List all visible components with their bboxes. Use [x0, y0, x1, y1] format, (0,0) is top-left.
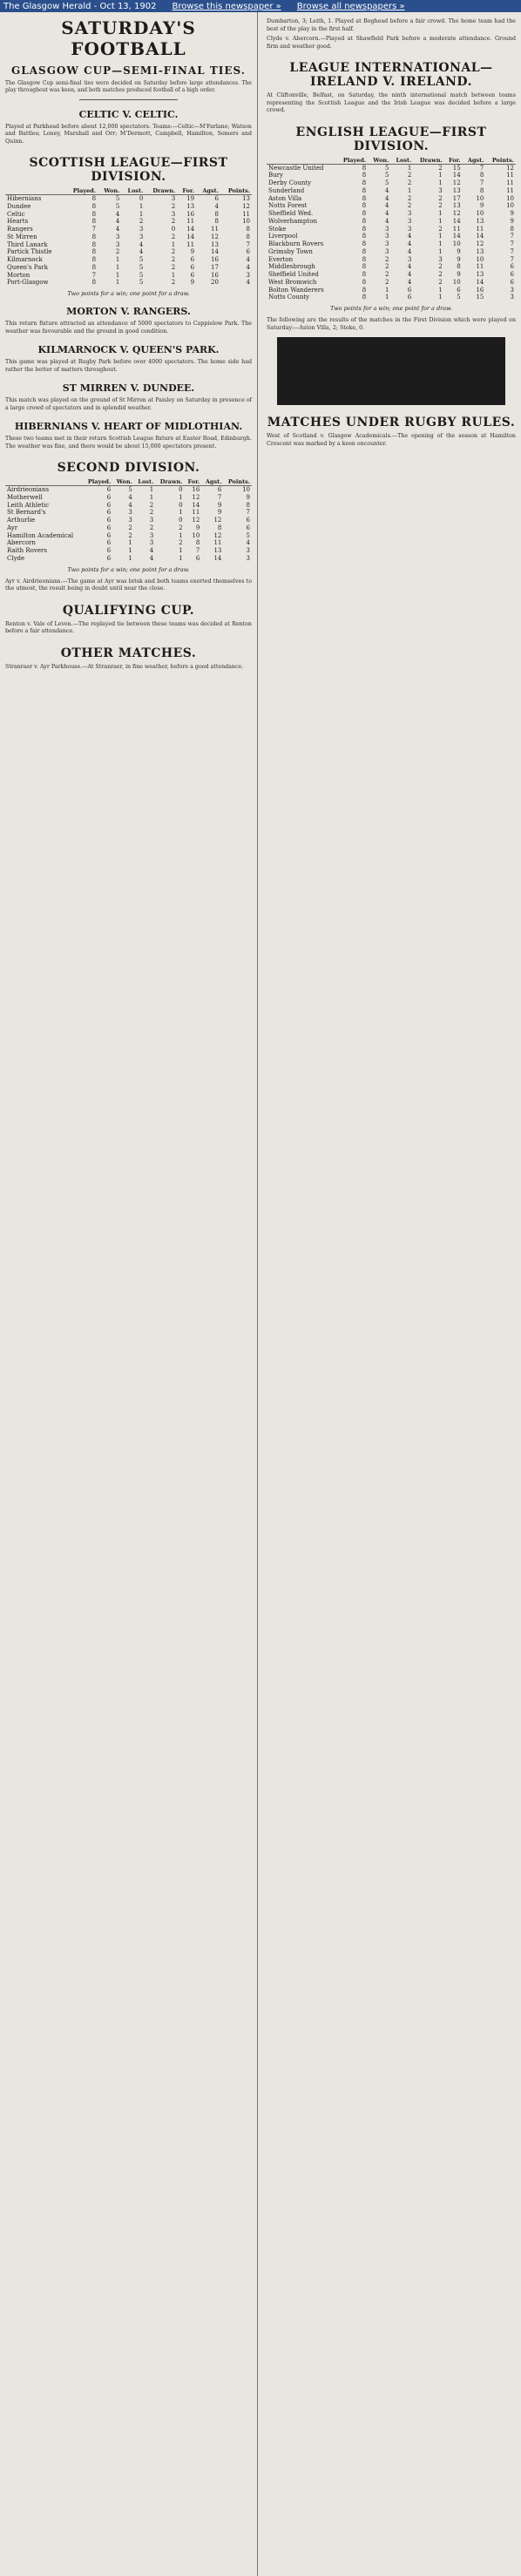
table-row: Third Lanark 8 3 4 1 11 13 7: [7, 240, 250, 248]
morton-heading: MORTON V. RANGERS.: [66, 306, 191, 318]
right-column: [261, 12, 521, 2576]
browse-newspaper-link[interactable]: Browse this newspaper »: [172, 1, 281, 11]
article-text: Dumbarton, 3; Leith, 1. Played at Boghead before a fair crowd. The home team had the best of the play in the first half.: [267, 18, 516, 32]
table-row: Bolton Wanderers 8 1 6 1 6 16 3: [268, 286, 514, 294]
stmirren-heading: ST MIRREN V. DUNDEE.: [62, 382, 195, 395]
table-row: Sunderland 8 4 1 3 13 8 11: [268, 186, 514, 194]
hibs-heading: HIBERNIANS V. HEART OF MIDLOTHIAN.: [14, 421, 243, 433]
table-row: Dundee 8 5 1 2 13 4 12: [7, 202, 250, 210]
league-header-row: Played. Won. Lost. Drawn. For. Agst. Points.: [5, 187, 252, 195]
table-row: Morton 7 1 5 1 6 16 3: [7, 271, 250, 279]
table-row: Notts Forest 8 4 2 2 13 9 10: [268, 202, 514, 210]
article-text: Played at Parkhead before about 12,000 spectators. Teams:—Celtic—M'Farlane; Watson and Battles; Loney, Marshall and Orr; M'Dermott, Campbell, Hamilton, Somers and Quinn.: [5, 123, 252, 145]
masthead: SATURDAY'S FOOTBALL: [61, 17, 196, 59]
left-column: [0, 12, 258, 2576]
table-row: Kilmarnock 8 1 5 2 6 16 4: [7, 256, 250, 264]
article-text: At Cliftonville, Belfast, on Saturday, the ninth international match between teams representing the Scottish League and the Irish League was decided before a large crowd.: [267, 92, 516, 113]
english-note: Two points for a win; one point for a draw.: [330, 305, 452, 312]
cup-heading: GLASGOW CUP—SEMI-FINAL TIES.: [11, 64, 246, 77]
rugby-heading: MATCHES UNDER RUGBY RULES.: [267, 416, 516, 429]
league-rows: [5, 195, 252, 287]
league-note: Two points for a win; one point for a draw.: [67, 290, 190, 298]
table-row: Rangers 7 4 3 0 14 11 8: [7, 226, 250, 233]
table-row: Partick Thistle 8 2 4 2 9 14 6: [7, 248, 250, 256]
table-row: West Bromwich 8 2 4 2 10 14 6: [268, 278, 514, 286]
table-row: Sheffield Wed. 8 4 3 1 12 10 9: [268, 210, 514, 217]
second-header-row: Played. Won. Lost. Drawn. For. Agst. Points.: [5, 478, 252, 486]
qualifying-heading: QUALIFYING CUP.: [62, 603, 195, 618]
table-row: Notts County 8 1 6 1 5 15 3: [268, 294, 514, 301]
table-row: Port-Glasgow 8 1 5 2 9 20 4: [7, 279, 250, 287]
international-heading: LEAGUE INTERNATIONAL—IRELAND V. IRELAND.: [289, 61, 493, 89]
article-text: This return fixture attracted an attendance of 5000 spectators to Cappielow Park. The weather was favourable and the ground in good condition.: [5, 321, 252, 335]
table-row: Liverpool 8 3 4 1 14 14 7: [268, 233, 514, 240]
divider: [79, 99, 178, 100]
table-row: Abercorn 6 1 3 2 8 11 4: [7, 539, 250, 547]
table-row: Raith Rovers 6 1 4 1 7 13 3: [7, 547, 250, 555]
table-row: Blackburn Rovers 8 3 4 1 10 12 7: [268, 240, 514, 247]
english-rows: [267, 164, 516, 301]
table-row: Grimsby Town 8 3 4 1 9 13 7: [268, 247, 514, 255]
article-text: These two teams met in their return Scottish League fixture at Easter Road, Edinburgh. The weather was fine, and there would be about 15,000 spectators present.: [5, 436, 252, 450]
league-table: [5, 187, 252, 287]
table-row: Hearts 8 4 2 2 11 8 10: [7, 218, 250, 226]
second-division-heading: SECOND DIVISION.: [57, 461, 200, 476]
second-rows: [5, 486, 252, 563]
english-header-row: Played. Won. Lost. Drawn. For. Agst. Points.: [267, 157, 516, 165]
table-row: Motherwell 6 4 1 1 12 7 9: [7, 493, 250, 501]
table-row: Queen's Park 8 1 5 2 6 17 4: [7, 263, 250, 271]
english-league-table: [267, 157, 516, 302]
table-row: Everton 8 2 3 3 9 10 7: [268, 255, 514, 263]
browser-nav-bar: [0, 0, 521, 12]
table-row: Ayr 6 2 2 2 9 8 6: [7, 524, 250, 531]
illegible-block: [277, 337, 505, 405]
table-row: Celtic 8 4 1 3 16 8 11: [7, 210, 250, 218]
table-row: Hamilton Academical 6 2 3 1 10 12 5: [7, 531, 250, 539]
second-division-table: [5, 478, 252, 563]
table-row: St Bernard's 6 3 2 1 11 9 7: [7, 509, 250, 517]
browse-all-link[interactable]: Browse all newspapers »: [296, 1, 405, 11]
table-row: Clyde 6 1 4 1 6 14 3: [7, 554, 250, 562]
second-note: Two points for a win; one point for a draw.: [67, 565, 190, 573]
table-row: Middlesbrough 8 2 4 2 8 11 6: [268, 263, 514, 271]
table-row: Hibernians 8 5 0 3 19 6 13: [7, 195, 250, 203]
table-row: Stoke 8 3 3 2 11 11 8: [268, 225, 514, 233]
article-text: Renton v. Vale of Leven.—The replayed tie between these teams was decided at Renton before a fair attendance.: [5, 620, 252, 635]
article-text: The Glasgow Cup semi-final ties were decided on Saturday before large attendances. The play throughout was keen, and both matches produced football of a high order.: [5, 80, 252, 93]
article-text: Clyde v. Abercorn.—Played at Shawfield Park before a moderate attendance. Ground firm and weather good.: [267, 36, 516, 50]
table-row: Leith Athletic 6 4 2 0 14 9 8: [7, 501, 250, 509]
celtic-heading: CELTIC V. CELTIC.: [78, 108, 179, 120]
table-row: Derby County 8 5 2 1 12 7 11: [268, 179, 514, 186]
table-row: Airdrieonians 6 5 1 0 16 6 10: [7, 486, 250, 494]
newspaper-page: [0, 12, 521, 2576]
kilmarnock-heading: KILMARNOCK V. QUEEN'S PARK.: [37, 344, 220, 356]
table-row: Sheffield United 8 2 4 2 9 13 6: [268, 271, 514, 278]
article-text: This match was played on the ground of St Mirren at Paisley on Saturday in presence of a large crowd of spectators and in splendid weather.: [5, 397, 252, 411]
table-row: Newcastle United 8 5 1 2 15 7 12: [268, 164, 514, 172]
league-heading: SCOTTISH LEAGUE—FIRST DIVISION.: [29, 156, 228, 185]
article-text: Ayr v. Airdrieonians.—The game at Ayr was brisk and both teams exerted themselves to the utmost, the result being in doubt until near the close.: [5, 578, 252, 592]
article-text: Stranraer v. Ayr Parkhouse.—At Stranraer, in fine weather, before a good attendance.: [5, 663, 244, 670]
article-text: This game was played at Rugby Park before over 4000 spectators. The home side had rather the better of matters throughout.: [5, 359, 252, 373]
table-row: Aston Villa 8 4 2 2 17 10 10: [268, 194, 514, 202]
table-row: Bury 8 5 2 1 14 8 11: [268, 172, 514, 179]
other-matches-heading: OTHER MATCHES.: [60, 646, 197, 660]
english-league-heading: ENGLISH LEAGUE—FIRST DIVISION.: [295, 125, 487, 153]
table-row: St Mirren 8 3 3 2 14 12 8: [7, 233, 250, 240]
table-row: Wolverhampton 8 4 3 1 14 13 9: [268, 217, 514, 225]
newspaper-title: The Glasgow Herald - Oct 13, 1902: [3, 1, 157, 11]
table-row: Arthurlie 6 3 3 0 12 12 6: [7, 517, 250, 524]
article-text: The following are the results of the matches in the First Division which were played on Saturday:—Aston Villa, 2; Stoke, 0.: [267, 317, 516, 331]
article-text: West of Scotland v. Glasgow Academicals.—The opening of the season at Hamilton Crescent was marked by a keen encounter.: [267, 433, 516, 447]
